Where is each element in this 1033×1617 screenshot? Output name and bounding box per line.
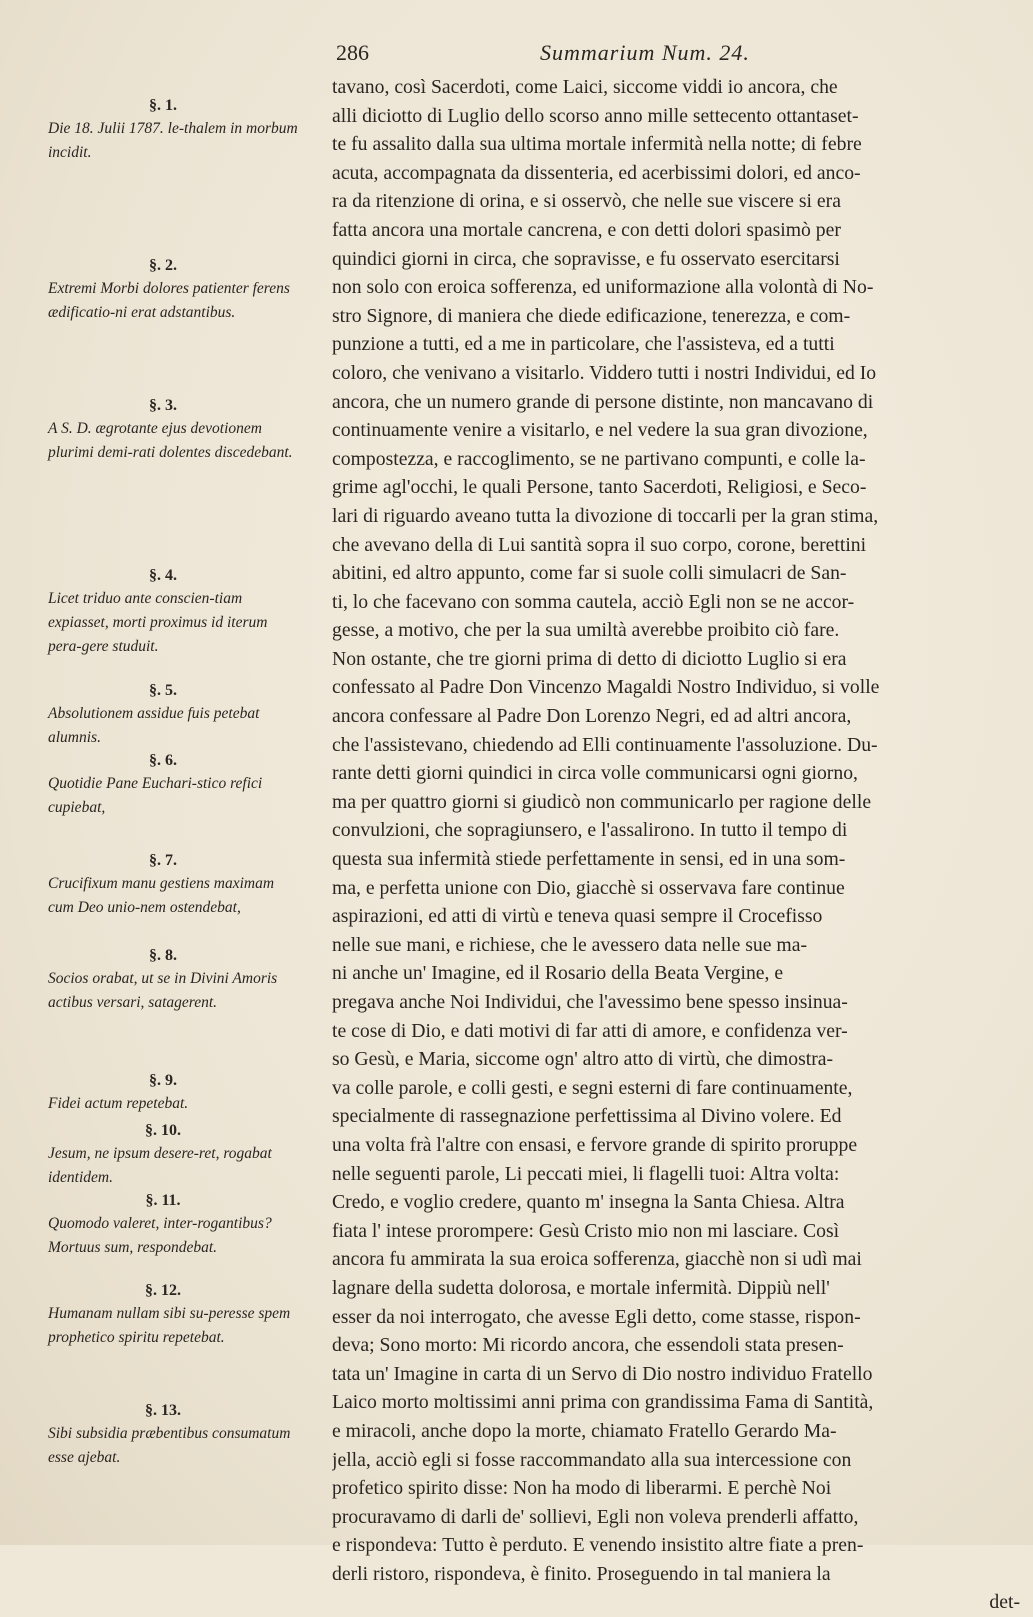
margin-note bbox=[48, 565, 298, 659]
text-line: lagnare della sudetta dolorosa, e mortale infermità. Dippiù nell' bbox=[332, 1276, 830, 1299]
text-line: tata un' Imagine in carta di un Servo di Dio nostro individuo Fratello bbox=[332, 1362, 873, 1385]
margin-note-text: Absolutionem assidue fuis petebat alumnis. bbox=[48, 705, 260, 746]
text-line: specialmente di rassegnazione perfettissima al Divino volere. Ed bbox=[332, 1105, 842, 1128]
text-line: nelle sue mani, e richiese, che le avessero data nelle sue ma- bbox=[332, 933, 808, 956]
text-line: gesse, a motivo, che per la sua umiltà averebbe proibito ciò fare. bbox=[332, 619, 840, 642]
margin-note-text: Crucifixum manu gestiens maximam cum Deo unio-nem ostendebat, bbox=[48, 875, 275, 916]
text-line: fatta ancora una mortale cancrena, e con detti dolori spasimò per bbox=[332, 218, 841, 241]
margin-note bbox=[48, 1120, 298, 1190]
text-line: che l'assistevano, chiedendo ad Elli continuamente l'assoluzione. Du- bbox=[332, 733, 878, 756]
page-header bbox=[320, 40, 1010, 70]
text-line: alli diciotto di Luglio dello scorso anno mille settecento ottantaset- bbox=[332, 104, 859, 127]
text-line: Laico morto moltissimi anni prima con grandissima Fama di Santità, bbox=[332, 1391, 874, 1414]
margin-note-number: §. 12. bbox=[145, 1282, 181, 1299]
margin-note-number: §. 8. bbox=[149, 947, 177, 964]
text-line: rante detti giorni quindici in circa volle communicarsi ogni giorno, bbox=[332, 762, 858, 785]
margin-note-text: Jesum, ne ipsum desere-ret, rogabat identidem. bbox=[48, 1145, 272, 1186]
margin-note-text: Socios orabat, ut se in Divini Amoris actibus versari, satagerent. bbox=[48, 970, 278, 1011]
margin-note bbox=[48, 95, 298, 165]
margin-notes bbox=[48, 95, 298, 1515]
margin-note-number: §. 10. bbox=[145, 1122, 181, 1139]
margin-note-number: §. 6. bbox=[149, 752, 177, 769]
margin-note-text: Licet triduo ante conscien-tiam expiasset, morti proximus id iterum pera-gere studuit. bbox=[48, 590, 268, 655]
text-line: ti, lo che facevano con somma cautela, acciò Egli non se ne accor- bbox=[332, 590, 855, 613]
margin-note-text: Sibi subsidia præbentibus consumatum esse ajebat. bbox=[48, 1425, 291, 1466]
text-line: lari di riguardo aveano tutta la divozione di toccarli per la gran stima, bbox=[332, 504, 879, 527]
text-line: punzione a tutti, ed a me in particolare, che l'assisteva, ed a tutti bbox=[332, 333, 835, 356]
text-line: ni anche un' Imagine, ed il Rosario della Beata Vergine, e bbox=[332, 962, 784, 985]
margin-note bbox=[48, 1190, 298, 1260]
margin-note bbox=[48, 255, 298, 325]
margin-note-text: Quomodo valeret, inter-rogantibus? Mortuus sum, respondebat. bbox=[48, 1215, 272, 1256]
text-line: convulzioni, che sopragiunsero, e l'assalirono. In tutto il tempo di bbox=[332, 819, 848, 842]
text-line: ma, e perfetta unione con Dio, giacchè si osservava fare continue bbox=[332, 876, 845, 899]
margin-note-number: §. 9. bbox=[149, 1072, 177, 1089]
text-line: so Gesù, e Maria, siccome ogn' altro atto di virtù, che dimostra- bbox=[332, 1048, 834, 1071]
margin-note-number: §. 11. bbox=[145, 1192, 181, 1209]
margin-note-number: §. 5. bbox=[149, 682, 177, 699]
margin-note bbox=[48, 750, 298, 820]
margin-note bbox=[48, 1400, 298, 1470]
margin-note-number: §. 4. bbox=[149, 567, 177, 584]
text-line: continuamente venire a visitarlo, e nel vedere la sua gran divozione, bbox=[332, 419, 868, 442]
text-line: una volta frà l'altre con ensasi, e fervore grande di spirito proruppe bbox=[332, 1133, 858, 1156]
text-line: questa sua infermità stiede perfettamente in sensi, ed in una som- bbox=[332, 848, 846, 871]
text-line: esser da noi interrogato, che avesse Egli detto, come stasse, rispon- bbox=[332, 1305, 861, 1328]
text-line: pregava anche Noi Individui, che l'avessimo bene spesso insinua- bbox=[332, 991, 848, 1013]
text-line: quindici giorni in circa, che sopravisse, e fu osservato esercitarsi bbox=[332, 247, 840, 270]
text-line: e rispondeva: Tutto è perduto. E venendo insistito altre fiate a pren- bbox=[332, 1534, 864, 1557]
running-title: Summarium Num. 24. bbox=[540, 40, 750, 65]
text-line: e miracoli, anche dopo la morte, chiamato Fratello Gerardo Ma- bbox=[332, 1419, 837, 1442]
text-line: tavano, così Sacerdoti, come Laici, siccome viddi io ancora, che bbox=[332, 76, 838, 98]
text-line: confessato al Padre Don Vincenzo Magaldi Nostro Individuo, si volle bbox=[332, 676, 880, 699]
text-line: jella, acciò egli si fosse raccommandato alla sua intercessione con bbox=[332, 1448, 852, 1471]
text-line: aspirazioni, ed atti di virtù e teneva quasi sempre il Crocefisso bbox=[332, 905, 823, 928]
margin-note-text: A S. D. ægrotante ejus devotionem plurimi demi-rati dolentes discedebant. bbox=[48, 420, 293, 461]
margin-note-text: Humanam nullam sibi su-peresse spem prophetico spiritu repetebat. bbox=[48, 1305, 291, 1346]
text-line: profetico spirito disse: Non ha modo di liberarmi. E perchè Noi bbox=[332, 1477, 832, 1500]
margin-note-number: §. 3. bbox=[149, 397, 177, 414]
text-line: nelle seguenti parole, Li peccati miei, li flagelli tuoi: Altra volta: bbox=[332, 1162, 840, 1185]
text-line: procuravamo di darli de' sollievi, Egli non voleva prenderli affatto, bbox=[332, 1505, 859, 1528]
text-line: ra da ritenzione di orina, e si osservò, che nelle sue viscere si era bbox=[332, 190, 841, 213]
text-line: fiata l' intese prorompere: Gesù Cristo mio non mi lasciare. Così bbox=[332, 1219, 840, 1242]
text-line: grime agl'occhi, le quali Persone, tanto Sacerdoti, Religiosi, e Seco- bbox=[332, 476, 867, 499]
text-line: ancora confessare al Padre Don Lorenzo Negri, ed ad altri ancora, bbox=[332, 705, 852, 728]
margin-note-number: §. 1. bbox=[149, 97, 177, 114]
margin-note bbox=[48, 945, 298, 1015]
margin-note-number: §. 7. bbox=[149, 852, 177, 869]
margin-note bbox=[48, 680, 298, 750]
text-line: te fu assalito dalla sua ultima mortale infermità nella notte; di febre bbox=[332, 133, 862, 156]
main-text bbox=[332, 73, 1020, 1614]
margin-note bbox=[48, 850, 298, 920]
margin-note-text: Fidei actum repetebat. bbox=[48, 1095, 189, 1112]
text-line: ancora fu ammirata la sua eroica sofferenza, giacchè non si udì mai bbox=[332, 1248, 862, 1271]
text-line: det- bbox=[989, 1591, 1020, 1614]
margin-note-number: §. 13. bbox=[145, 1402, 181, 1419]
text-line: derli ristoro, rispondeva, è finito. Proseguendo in tal maniera la bbox=[332, 1562, 831, 1585]
page-number: 286 bbox=[336, 40, 369, 65]
text-line: va colle parole, e colli gesti, e segni esterni di fare continuamente, bbox=[332, 1076, 853, 1099]
margin-note bbox=[48, 395, 298, 465]
text-line: abitini, ed altro appunto, come far si suole colli simulacri de San- bbox=[332, 562, 847, 585]
text-line: ma per quattro giorni si giudicò non communicarlo per ragione delle bbox=[332, 790, 872, 813]
margin-note-text: Quotidie Pane Euchari-stico refici cupiebat, bbox=[48, 775, 263, 816]
text-line: Credo, e voglio credere, quanto m' insegna la Santa Chiesa. Altra bbox=[332, 1191, 845, 1214]
text-line: stro Signore, di maniera che diede edificazione, tenerezza, e com- bbox=[332, 304, 851, 327]
margin-note bbox=[48, 1280, 298, 1350]
text-line: acuta, accompagnata da dissenteria, ed acerbissimi dolori, ed anco- bbox=[332, 161, 861, 184]
text-line: coloro, che venivano a visitarlo. Viddero tutti i nostri Individui, ed Io bbox=[332, 361, 877, 384]
text-line: compostezza, e raccoglimento, se ne partivano compunti, e colle la- bbox=[332, 447, 866, 470]
margin-note-text: Die 18. Julii 1787. le-thalem in morbum incidit. bbox=[48, 120, 298, 161]
text-line: non solo con eroica sofferenza, ed uniformazione alla volontà di No- bbox=[332, 276, 874, 299]
margin-note-text: Extremi Morbi dolores patienter ferens ædificatio-ni erat adstantibus. bbox=[48, 280, 290, 321]
text-line: deva; Sono morto: Mi ricordo ancora, che essendoli stata presen- bbox=[332, 1334, 844, 1357]
text-line: Non ostante, che tre giorni prima di detto di diciotto Luglio si era bbox=[332, 647, 847, 670]
margin-note bbox=[48, 1070, 298, 1116]
text-line: te cose di Dio, e dati motivi di far atti di amore, e confidenza ver- bbox=[332, 1019, 848, 1042]
margin-note-number: §. 2. bbox=[149, 257, 177, 274]
text-line: che avevano della di Lui santità sopra il suo corpo, corone, berettini bbox=[332, 533, 867, 556]
text-line: ancora, che un numero grande di persone distinte, non mancavano di bbox=[332, 390, 874, 413]
